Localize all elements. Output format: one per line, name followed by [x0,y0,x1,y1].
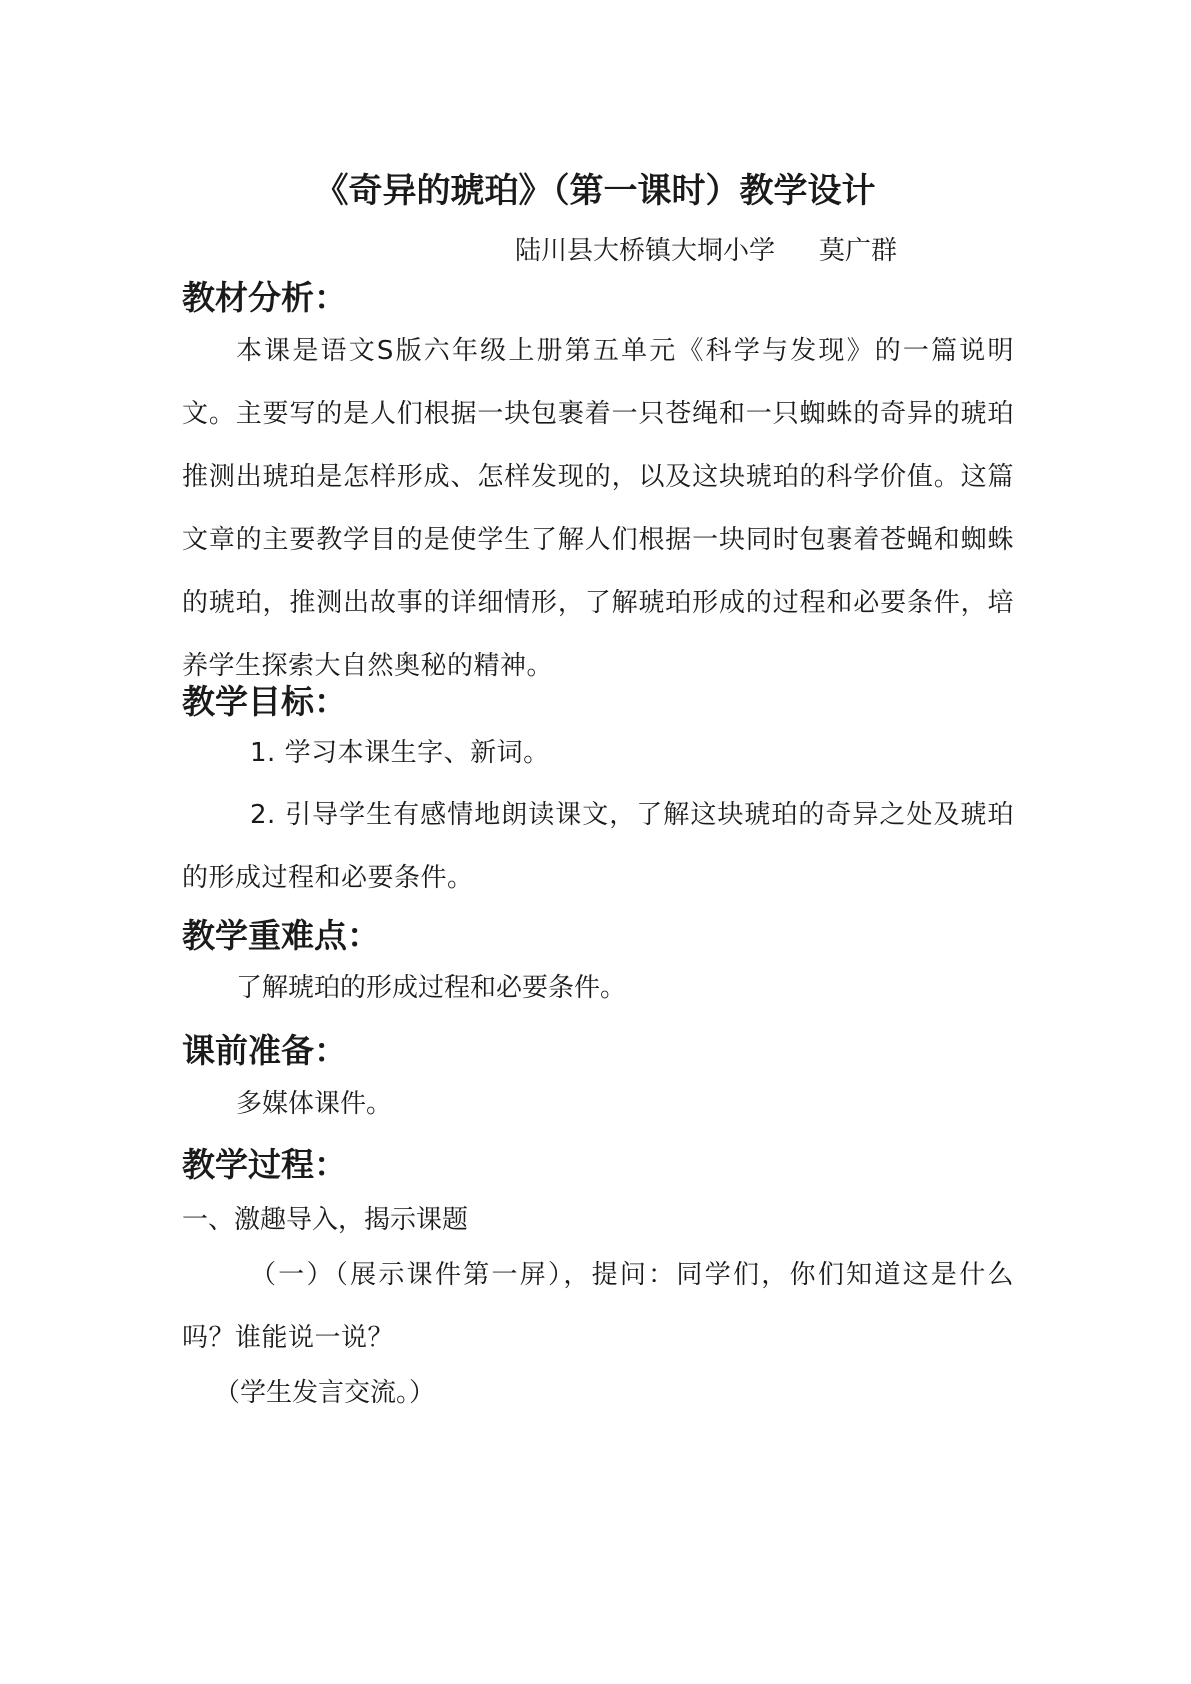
process-step-1-note: （学生发言交流。） [214,1378,436,1408]
process-step-1-title: 一、激趣导入，揭示课题 [182,1205,469,1235]
document-title: 《奇异的琥珀》（第一课时）教学设计 [314,171,876,211]
heading-analysis: 教材分析： [182,278,347,317]
author-line [515,233,897,269]
analysis-paragraph: 本课是语文S版六年级上册第五单元《科学与发现》的一篇说明文。主要写的是人们根据一块包裹着一只苍绳和一只蜘蛛的奇异的琥珀推测出琥珀是怎样形成、怎样发现的，以及这块琥珀的科学价值。这篇文章的主要教学目的是使学生了解人们根据一块同时包裹着苍蝇和蜘蛛的琥珀，推测出故事的详细情形，了解琥珀形成的过程和必要条件，培养学生探索大自然奥秘的精神。 [182,336,1014,681]
heading-goals: 教学目标： [182,682,347,721]
author-name: 莫广群 [819,236,898,266]
heading-preparation: 课前准备： [182,1031,347,1070]
key-points-text: 了解琥珀的形成过程和必要条件。 [236,973,627,1003]
goal-item-1: 1. 学习本课生字、新词。 [250,738,550,768]
preparation-text: 多媒体课件。 [236,1089,393,1119]
author-school: 陆川县大桥镇大垌小学 [515,236,776,266]
goal-item-2: 2. 引导学生有感情地朗读课文，了解这块琥珀的奇异之处及琥珀的形成过程和必要条件。 [182,800,1014,893]
heading-process: 教学过程： [182,1145,347,1184]
heading-key-points: 教学重难点： [182,916,380,955]
process-step-1-paragraph: （一）（展示课件第一屏），提问：同学们，你们知道这是什么吗？谁能说一说？ [182,1260,1014,1353]
